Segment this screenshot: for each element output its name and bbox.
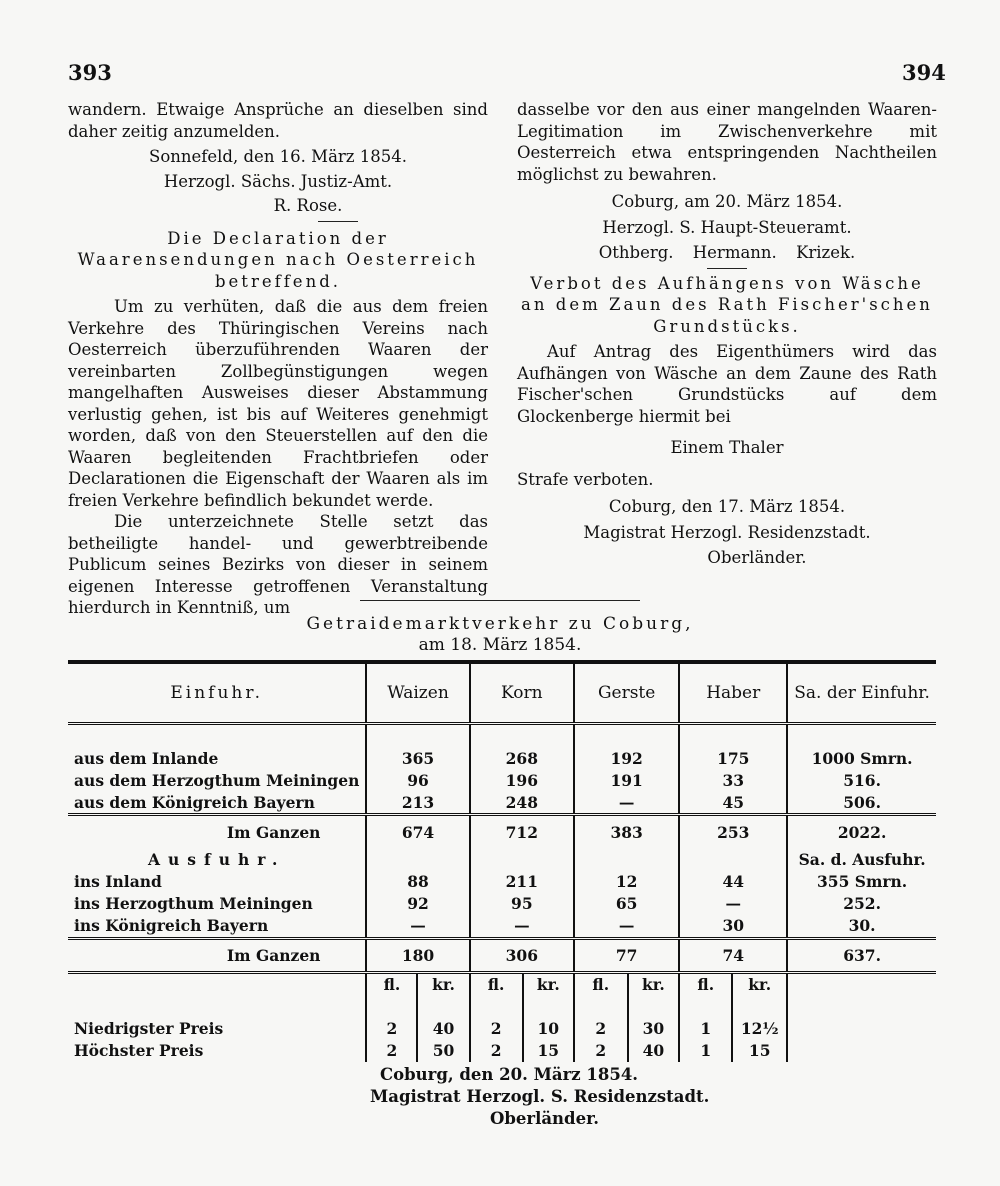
table-row: ins Inland 88 211 12 44 355 Smrn. bbox=[68, 871, 936, 893]
left-office-1: Herzogl. Sächs. Justiz-Amt. bbox=[163, 171, 393, 191]
left-paragraph-1: wandern. Etwaige Ansprüche an dieselben sind daher zeitig anzumelden. bbox=[68, 100, 488, 141]
left-column bbox=[68, 99, 488, 619]
export-header-row: Ausfuhr. Sa. d. Ausfuhr. bbox=[68, 849, 936, 871]
currency-header-row: fl. kr. fl. kr. fl. kr. fl. kr. bbox=[68, 972, 936, 996]
right-separator bbox=[707, 268, 747, 269]
section-divider bbox=[360, 600, 640, 601]
right-paragraph-2: Auf Antrag des Eigenthümers wird das Aufhängen von Wäsche an dem Zaune des Rath Fischer'schen Grundstücks auf dem Glockenberge hiermit bei bbox=[517, 342, 937, 426]
col-header-oats: Haber bbox=[679, 662, 787, 724]
right-signature-2: Oberländer. bbox=[707, 548, 807, 567]
col-header-barley: Gerste bbox=[574, 662, 679, 724]
table-row: aus dem Königreich Bayern 213 248 — 45 506. bbox=[68, 791, 936, 815]
col-header-import: Einfuhr. bbox=[170, 683, 264, 703]
table-header-row bbox=[68, 662, 936, 724]
right-date-1: Coburg, am 20. März 1854. bbox=[611, 192, 843, 211]
left-separator bbox=[318, 221, 358, 222]
market-title: Getraidemarktverkehr zu Coburg, bbox=[306, 614, 694, 634]
import-total-row: Im Ganzen 674 712 383 253 2022. bbox=[68, 815, 936, 849]
right-office-1: Herzogl. S. Haupt-Steueramt. bbox=[602, 217, 852, 237]
signature-krizek: Krizek. bbox=[796, 243, 856, 262]
page-number-right: 394 bbox=[902, 60, 946, 85]
page-number-left: 393 bbox=[68, 60, 112, 85]
table-row: ins Königreich Bayern — — — 30 30. bbox=[68, 915, 936, 939]
signature-othberg: Othberg. bbox=[598, 243, 674, 262]
market-date: Coburg, den 20. März 1854. bbox=[380, 1065, 639, 1084]
right-date-2: Coburg, den 17. März 1854. bbox=[608, 497, 846, 516]
col-header-import-sum: Sa. der Einfuhr. bbox=[787, 662, 936, 724]
market-header bbox=[0, 614, 1000, 656]
signature-hermann: Hermann. bbox=[692, 243, 777, 262]
col-header-wheat: Waizen bbox=[366, 662, 469, 724]
right-paragraph-3: Strafe verboten. bbox=[517, 469, 654, 489]
left-paragraph-3: Die unterzeichnete Stelle setzt das betheiligte handel- und gewerbtreibende Publicum seines Bezirks von dieser in seinem eigenen Interesse getroffenen Veranstaltung hierdurch in Kenntniß, um bbox=[68, 512, 488, 617]
right-fine: Einem Thaler bbox=[670, 438, 784, 457]
market-signature: Oberländer. bbox=[490, 1109, 600, 1128]
left-signature-1: R. Rose. bbox=[273, 196, 343, 215]
market-office: Magistrat Herzogl. S. Residenzstadt. bbox=[370, 1087, 710, 1106]
price-row-lowest: Niedrigster Preis 2 40 2 10 2 30 1 12½ bbox=[68, 1018, 936, 1040]
right-column bbox=[517, 99, 937, 569]
price-row-highest: Höchster Preis 2 50 2 15 2 40 1 15 bbox=[68, 1040, 936, 1062]
col-header-rye: Korn bbox=[470, 662, 574, 724]
right-heading-2: Verbot des Aufhängens von Wäsche an dem Zaun des Rath Fischer'schen Grundstücks. bbox=[521, 273, 933, 336]
right-office-2: Magistrat Herzogl. Residenzstadt. bbox=[583, 522, 871, 542]
market-subtitle: am 18. März 1854. bbox=[418, 635, 582, 655]
export-total-row: Im Ganzen 180 306 77 74 637. bbox=[68, 938, 936, 972]
right-paragraph-1: dasselbe vor den aus einer mangelnden Waaren-Legitimation im Zwischenverkehre mit Oesterreich etwa entspringenden Nachtheilen möglichst zu bewahren. bbox=[517, 100, 937, 184]
market-footer bbox=[0, 1064, 1000, 1130]
right-signatures bbox=[517, 242, 937, 264]
table-row: ins Herzogthum Meiningen 92 95 65 — 252. bbox=[68, 893, 936, 915]
left-date-1: Sonnefeld, den 16. März 1854. bbox=[149, 147, 407, 166]
left-paragraph-2: Um zu verhüten, daß die aus dem freien Verkehre des Thüringischen Vereins nach Oesterreich überzuführenden Waaren der vereinbarten Zollbegünstigungen wegen mangelhaften Ausweises dieser Abstammung verlustig gehen, ist bis auf Weiteres genehmigt worden, daß von den Steuerstellen auf den die Waaren begleitenden Frachtbriefen oder Declarationen die Eigenschaft der Waaren als im freien Verkehre befindlich bekundet werde. bbox=[68, 297, 488, 510]
left-heading-2: Die Declaration der Waarensendungen nach Oesterreich betreffend. bbox=[77, 228, 479, 291]
table-row: aus dem Herzogthum Meiningen 96 196 191 33 516. bbox=[68, 769, 936, 791]
table-row: aus dem Inlande 365 268 192 175 1000 Smrn. bbox=[68, 747, 936, 769]
grain-market-table bbox=[68, 660, 936, 1062]
